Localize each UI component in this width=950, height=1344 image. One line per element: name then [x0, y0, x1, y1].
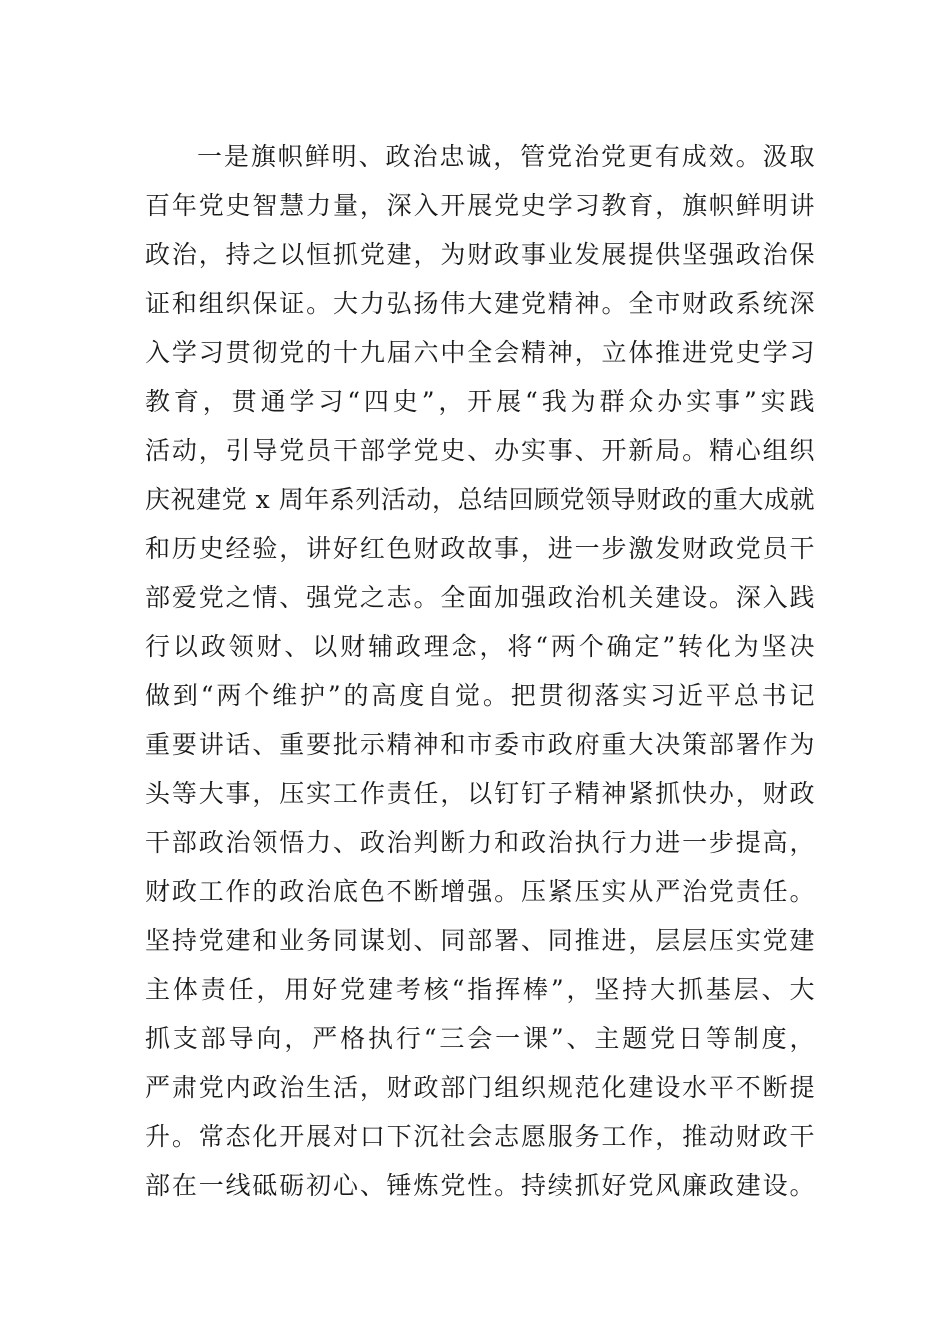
paragraph-line: 主体责任，用好党建考核“指挥棒”，坚持大抓基层、大: [145, 975, 815, 1004]
paragraph-line: 重要讲话、重要批示精神和市委市政府重大决策部署作为: [145, 730, 815, 759]
paragraph-line: 入学习贯彻党的十九届六中全会精神，立体推进党史学习: [145, 338, 815, 367]
paragraph-line: 财政工作的政治底色不断增强。压紧压实从严治党责任。: [145, 877, 815, 906]
paragraph-line: 头等大事，压实工作责任，以钉钉子精神紧抓快办，财政: [145, 779, 815, 808]
paragraph-line: 部爱党之情、强党之志。全面加强政治机关建设。深入践: [145, 583, 815, 612]
paragraph-line: 部在一线砥砺初心、锤炼党性。持续抓好党风廉政建设。: [145, 1171, 815, 1200]
paragraph-line: 政治，持之以恒抓党建，为财政事业发展提供坚强政治保: [145, 240, 815, 269]
body-paragraph: [145, 132, 815, 1210]
paragraph-line: 行以政领财、以财辅政理念，将“两个确定”转化为坚决: [145, 632, 815, 661]
paragraph-line: 庆祝建党 x 周年系列活动，总结回顾党领导财政的重大成就: [145, 485, 815, 514]
paragraph-line: 活动，引导党员干部学党史、办实事、开新局。精心组织: [145, 436, 815, 465]
paragraph-line: 百年党史智慧力量，深入开展党史学习教育，旗帜鲜明讲: [145, 191, 815, 220]
paragraph-line: 和历史经验，讲好红色财政故事，进一步激发财政党员干: [145, 534, 815, 563]
paragraph-line: 做到“两个维护”的高度自觉。把贯彻落实习近平总书记: [145, 681, 815, 710]
paragraph-line: 教育，贯通学习“四史”，开展“我为群众办实事”实践: [145, 387, 815, 416]
paragraph-line: 证和组织保证。大力弘扬伟大建党精神。全市财政系统深: [145, 289, 815, 318]
paragraph-line: 严肃党内政治生活，财政部门组织规范化建设水平不断提: [145, 1073, 815, 1102]
paragraph-line: 坚持党建和业务同谋划、同部署、同推进，层层压实党建: [145, 926, 815, 955]
paragraph-line: 升。常态化开展对口下沉社会志愿服务工作，推动财政干: [145, 1122, 815, 1151]
paragraph-line: 一是旗帜鲜明、政治忠诚，管党治党更有成效。汲取: [197, 142, 815, 171]
paragraph-line: 抓支部导向，严格执行“三会一课”、主题党日等制度，: [145, 1024, 815, 1053]
paragraph-line: 干部政治领悟力、政治判断力和政治执行力进一步提高，: [145, 828, 815, 857]
